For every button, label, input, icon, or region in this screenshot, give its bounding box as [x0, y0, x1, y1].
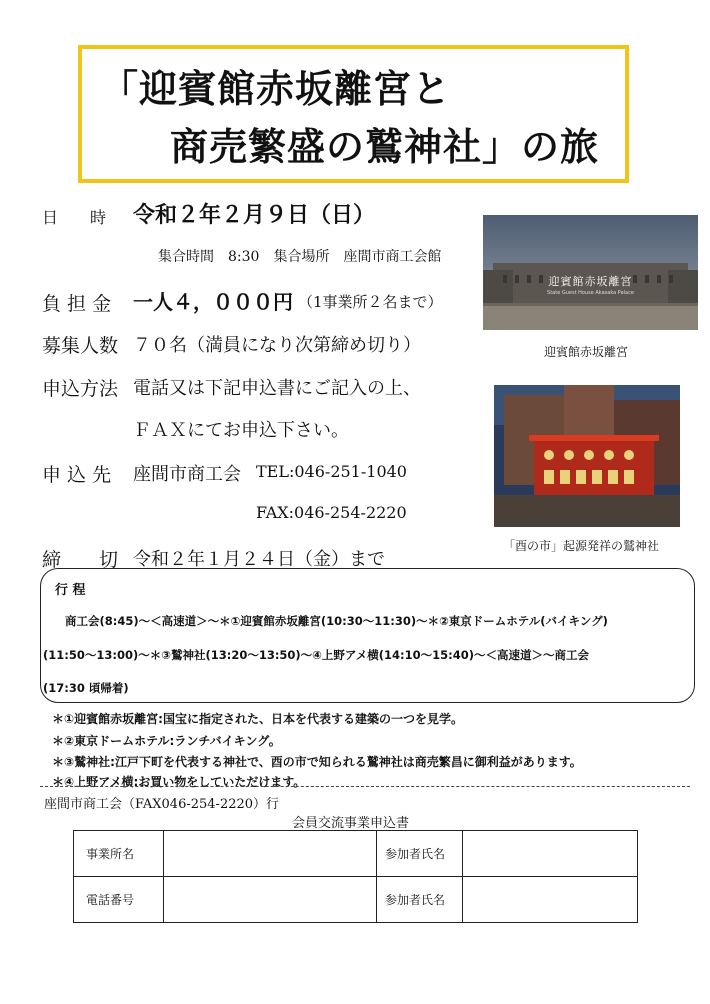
itinerary-heading: 行 程 — [55, 583, 86, 598]
page-title-line2: 商売繁盛の鷲神社」の旅 — [170, 124, 600, 169]
photo1-caption: 迎賓館赤坂離宮 — [544, 345, 629, 359]
capacity-label: 募集人数 — [42, 335, 119, 357]
participant-name-label-1: 参加者氏名 — [377, 831, 463, 877]
method-label: 申込方法 — [42, 378, 119, 400]
deadline-label: 締 切 — [42, 549, 119, 571]
note-4: ＊④上野アメ横:お買い物をしていただけます。 — [52, 775, 306, 789]
capacity-value: ７０名（満員になり次第締め切り） — [133, 335, 421, 356]
form-title: 会員交流事業申込書 — [292, 816, 410, 831]
participant-name-label-2: 参加者氏名 — [377, 877, 463, 923]
participant-name-field-1[interactable] — [463, 831, 638, 877]
phone-field[interactable] — [164, 877, 377, 923]
note-3: ＊③鷲神社:江戸下町を代表する神社で、酉の市で知られる鷲神社は商売繁昌に御利益があります。 — [52, 755, 582, 769]
date-label: 日 時 — [42, 208, 107, 227]
contact-org: 座間市商工会 — [133, 464, 241, 485]
method-line2: ＦＡＸにてお申込下さい。 — [133, 420, 349, 441]
business-name-label: 事業所名 — [74, 831, 164, 877]
photo2-caption: 「酉の市」起源発祥の鷲神社 — [503, 539, 660, 553]
phone-label: 電話番号 — [74, 877, 164, 923]
note-1: ＊①迎賓館赤坂離宮:国宝に指定された、日本を代表する建築の一つを見学。 — [52, 712, 463, 726]
meeting-info: 集合時間 8:30 集合場所 座間市商工会館 — [158, 249, 442, 265]
contact-tel: TEL:046-251-1040 — [256, 462, 407, 481]
cut-line — [40, 786, 690, 787]
itinerary-line1: 商工会(8:45)～＜高速道＞～＊①迎賓館赤坂離宮(10:30～11:30)～＊②東京ドームホテル(バイキング) — [65, 614, 608, 628]
participant-name-field-2[interactable] — [463, 877, 638, 923]
method-line1: 電話又は下記申込書にご記入の上、 — [133, 378, 421, 399]
fee-note: （1事業所２名まで） — [298, 293, 443, 311]
photo1-overlay-title: 迎賓館赤坂離宮 — [548, 275, 633, 288]
itinerary-box — [40, 568, 695, 703]
itinerary-line3: (17:30 頃帰着) — [43, 681, 129, 695]
otori-shrine-photo — [494, 385, 680, 527]
date-value: 令和２年２月９日（日） — [133, 202, 376, 228]
note-2: ＊②東京ドームホテル:ランチバイキング。 — [52, 734, 281, 748]
application-form — [73, 830, 638, 923]
form-recipient: 座間市商工会（FAX046-254-2220）行 — [44, 797, 280, 812]
photo1-overlay-en: State Guest House Akasaka Palace — [547, 290, 634, 296]
deadline-value: 令和２年１月２４日（金）まで — [133, 549, 385, 570]
page-title-line1: 「迎賓館赤坂離宮と — [100, 66, 452, 111]
fee-value: 一人４，０００円 — [133, 290, 293, 314]
business-name-field[interactable] — [164, 831, 377, 877]
fee-label: 負 担 金 — [42, 293, 112, 315]
contact-label: 申 込 先 — [42, 464, 112, 486]
contact-fax: FAX:046-254-2220 — [256, 503, 407, 522]
akasaka-palace-photo — [483, 215, 698, 330]
itinerary-line2: (11:50～13:00)～＊③鷲神社(13:20～13:50)～④上野アメ横(14:10～15:40)～＜高速道＞～商工会 — [43, 648, 589, 662]
